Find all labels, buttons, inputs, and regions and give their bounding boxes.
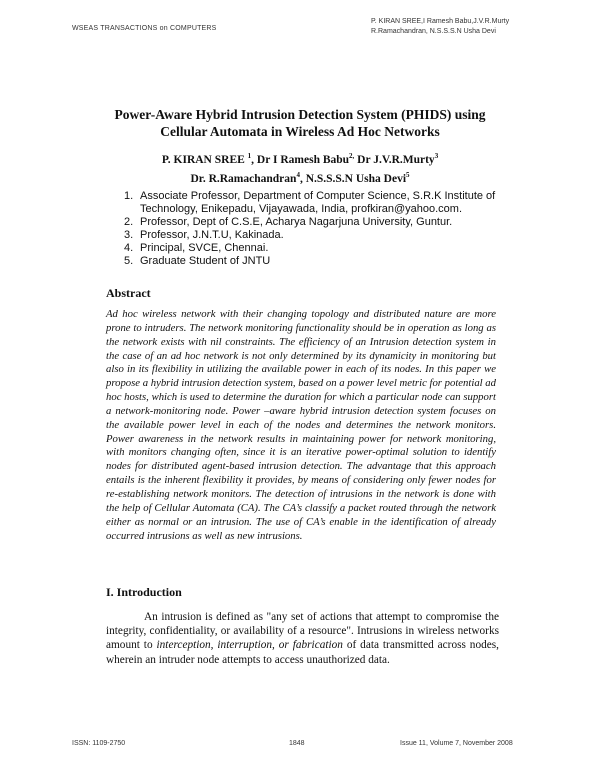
abstract-heading: Abstract xyxy=(106,286,151,300)
author-3-mark: 3 xyxy=(434,152,439,160)
introduction-text-2: of data transmitted across nodes, wherein an intruder node attempts to access unauthorized data. xyxy=(106,639,499,666)
author-2: , Dr I Ramesh Babu xyxy=(251,153,350,166)
affiliation-number: 5. xyxy=(124,255,134,267)
footer-issn: ISSN: 1109-2750 xyxy=(72,740,126,747)
author-4-mark: 4 xyxy=(296,170,300,179)
author-1: P. KIRAN SREE xyxy=(161,153,245,166)
introduction-heading: I. Introduction xyxy=(106,585,182,599)
introduction-text-1: An intrusion is defined as "any set of actions that attempt to compromise the integrity, confidentiality, or availability of a resource". Intrusions in wireless networks amount to xyxy=(106,611,499,652)
affiliation-item xyxy=(124,255,524,268)
author-5-mark: 5 xyxy=(406,170,410,179)
affiliation-text: Graduate Student of JNTU xyxy=(140,255,271,267)
affiliation-item xyxy=(124,190,524,216)
footer-page-number: 1848 xyxy=(289,740,305,747)
running-header-journal: WSEAS TRANSACTIONS on COMPUTERS xyxy=(72,25,217,32)
affiliation-number: 3. xyxy=(124,229,134,241)
introduction-emphasis: interception, interruption, or fabrication xyxy=(156,639,343,652)
paper-title-line2: Cellular Automata in Wireless Ad Hoc Networks xyxy=(160,124,440,139)
affiliation-text: Professor, J.N.T.U, Kakinada. xyxy=(140,229,284,241)
affiliation-number: 4. xyxy=(124,242,134,254)
author-line2 xyxy=(70,168,530,187)
running-header-authors-line2: R.Ramachandran, N.S.S.S.N Usha Devi xyxy=(371,28,496,35)
footer-issue: Issue 11, Volume 7, November 2008 xyxy=(400,740,513,747)
affiliation-item xyxy=(124,242,524,255)
paper-title-line1: Power-Aware Hybrid Intrusion Detection System (PHIDS) using xyxy=(114,107,486,122)
running-header-authors xyxy=(371,17,509,37)
author-3: Dr J.V.R.Murty xyxy=(354,153,435,166)
running-header-authors-line1: P. KIRAN SREE,I Ramesh Babu,J.V.R.Murty xyxy=(371,18,510,25)
paper-title xyxy=(70,106,530,140)
affiliation-item xyxy=(124,229,524,242)
author-4: Dr. R.Ramachandran xyxy=(190,172,297,185)
author-list xyxy=(70,149,530,187)
affiliation-list xyxy=(124,190,524,268)
author-5: , N.S.S.S.N Usha Devi xyxy=(299,172,407,185)
affiliation-item xyxy=(124,216,524,229)
affiliation-number: 1. xyxy=(124,190,134,202)
author-line1 xyxy=(70,149,530,168)
affiliation-number: 2. xyxy=(124,216,134,228)
author-2-mark: 2, xyxy=(349,152,355,160)
abstract-body: Ad hoc wireless network with their changing topology and distributed nature are more prone to intruders. The network monitoring functionality should be in operation as long as the network exists with nil constraints. The efficiency of an Intrusion detection system in the case of an ad hoc network is not only determined by its dynamicity in monitoring but also in its flexibility in utilizing the available power in each of its nodes. In this paper we propose a hybrid intrusion detection system, based on a power level metric for potential ad hoc hosts, which is used to determine the duration for which a particular node can support a network-monitoring node. Power –aware hybrid intrusion detection system focuses on the available power level in each of the nodes and determines the network monitors. Power awareness in the network results in maintaining power for network monitoring, with monitors changing often, since it is an iterative power-optimal solution to identify nodes for distributed agent-based intrusion detection. The advantage that this approach entails is the inherent flexibility it provides, by means of considering only fewer nodes for re-establishing network monitors. The detection of intrusions in the network is done with the help of Cellular Automata (CA). The CA’s classify a packet routed through the network either as normal or an intrusion. The use of CA’s enable in the identification of already occurred intrusions as well as new intrusions. xyxy=(106,308,496,542)
affiliation-text: Professor, Dept of C.S.E, Acharya Nagarjuna University, Guntur. xyxy=(140,216,453,228)
affiliation-text: Principal, SVCE, Chennai. xyxy=(140,242,269,254)
introduction-body xyxy=(106,610,499,667)
affiliation-text: Associate Professor, Department of Computer Science, S.R.K Institute of Technology, Enikepadu, Vijayawada, India, profkiran@yahoo.com. xyxy=(140,190,496,215)
author-1-mark: 1 xyxy=(247,152,252,160)
